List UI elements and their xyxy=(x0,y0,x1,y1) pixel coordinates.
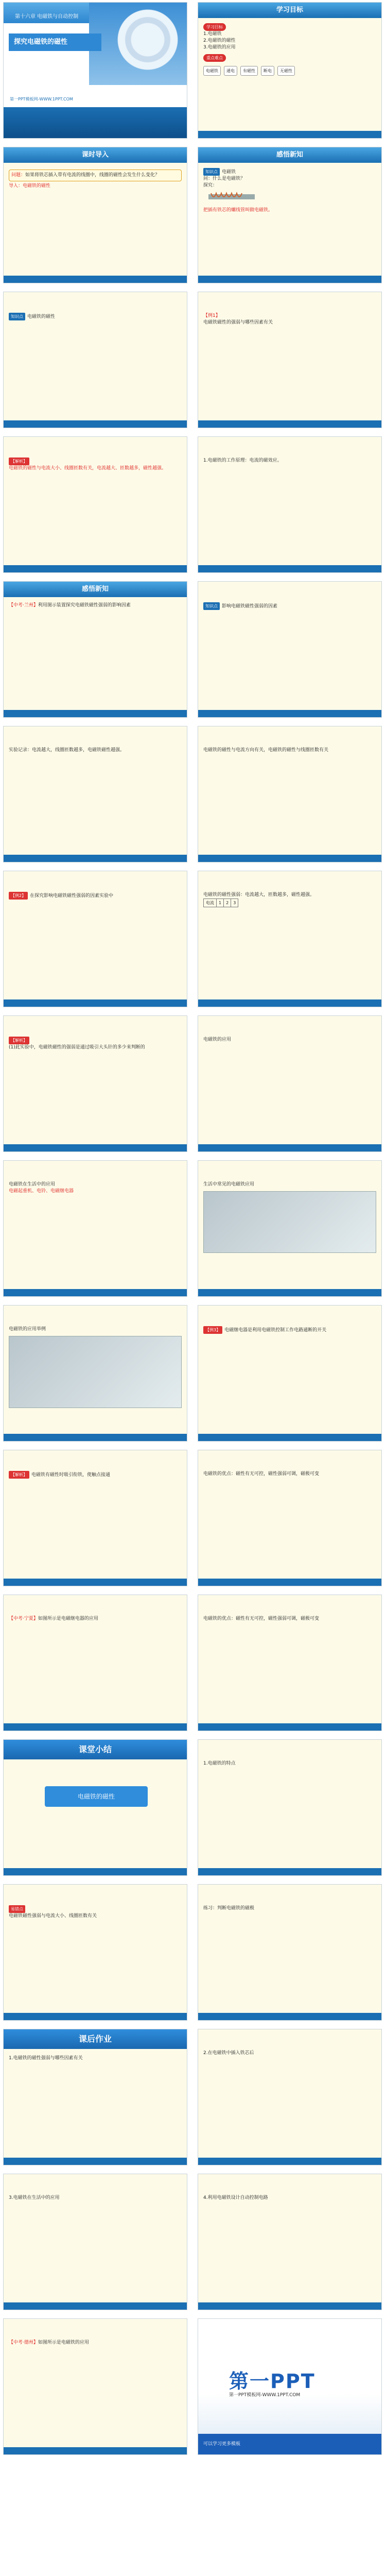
slide-footer xyxy=(198,1434,381,1441)
text-line: 电磁铁的应用 xyxy=(203,1037,232,1042)
slide-body xyxy=(203,1037,376,1043)
slide-body xyxy=(203,602,376,610)
slide-footer xyxy=(4,2302,187,2310)
text-line: 探究： xyxy=(203,183,218,188)
slide-10 xyxy=(198,581,382,718)
flow-step: 有磁性 xyxy=(240,66,258,76)
slide-footer xyxy=(198,999,381,1007)
goal-item: 1.电磁铁 xyxy=(203,31,222,37)
end-band: 可以学习更多模板 xyxy=(198,2434,381,2454)
slide-body xyxy=(203,892,376,907)
slide-footer xyxy=(198,131,381,138)
slide-body xyxy=(9,1471,182,1479)
slide-body xyxy=(9,602,182,609)
slide-body xyxy=(203,1905,376,1912)
text-line: 3.电磁铁在生活中的应用 xyxy=(9,2195,60,2200)
slide-footer xyxy=(198,1289,381,1296)
flow-step: 断电 xyxy=(261,66,274,76)
slide-body xyxy=(203,1326,376,1334)
slide-footer xyxy=(4,1144,187,1151)
slide-footer xyxy=(198,710,381,717)
slide-footer xyxy=(4,2013,187,2020)
slide-11 xyxy=(3,726,187,862)
end-url: 第一PPT模板网-WWW.1PPT.COM xyxy=(229,2393,301,2398)
data-table xyxy=(203,899,238,907)
slide-cover xyxy=(3,2,187,139)
cover-bottom xyxy=(4,107,187,138)
cover-title: 探究电磁铁的磁性 xyxy=(9,33,101,51)
exam-tag: 【中考·宁夏】 xyxy=(9,1616,38,1621)
analysis-tag: 【解析】 xyxy=(9,457,29,465)
slide-body xyxy=(9,1037,182,1051)
question-text: 利用图示装置探究电磁铁磁性强弱的影响因素 xyxy=(38,603,131,608)
table-cell: 电流 xyxy=(204,899,217,907)
slide-body xyxy=(203,2050,376,2057)
slide-body xyxy=(203,747,376,754)
slide-32 xyxy=(198,2174,382,2310)
text-line: 如图所示是电磁铁的应用 xyxy=(38,2340,89,2345)
text-line: 电磁铁的磁性强弱：电流越大，匝数越多，磁性越强。 xyxy=(203,892,315,897)
slide-7 xyxy=(3,436,187,573)
slide-27 xyxy=(3,1884,187,2021)
goal-item: 3.电磁铁的应用 xyxy=(203,45,236,50)
slide-footer xyxy=(4,1434,187,1441)
slide-footer xyxy=(198,2158,381,2165)
text-line: 电磁铁的优点：磁性有无可控，磁性强弱可调，磁极可变 xyxy=(203,1616,320,1621)
slide-footer xyxy=(4,420,187,428)
slide-19 xyxy=(3,1305,187,1442)
slide-body xyxy=(9,892,182,900)
slide-footer xyxy=(198,565,381,572)
slide-28 xyxy=(198,1884,382,2021)
text-line: (1)此实验中，电磁铁磁性的强弱是通过吸引大头针的多少来判断的 xyxy=(9,1045,145,1050)
coil-icon xyxy=(203,189,265,205)
slide-body xyxy=(9,2055,182,2062)
slide-30 xyxy=(198,2029,382,2165)
slide-body xyxy=(203,313,376,326)
text-line: 1.电磁铁的工作原理：电流的磁效应。 xyxy=(203,458,282,463)
text-line: 生活中常见的电磁铁应用 xyxy=(203,1182,255,1187)
goals-body xyxy=(203,23,376,76)
table-cell: 2 xyxy=(224,899,231,907)
knowledge-tag: 知识点 xyxy=(9,313,25,320)
flow-step: 通电 xyxy=(224,66,237,76)
slide-summary xyxy=(3,1739,187,1876)
flow-step: 无磁性 xyxy=(277,66,295,76)
slide-footer xyxy=(198,1144,381,1151)
slide-8 xyxy=(198,436,382,573)
slide-header: 感悟新知 xyxy=(198,147,381,163)
slide-body xyxy=(203,1471,376,1478)
slide-body xyxy=(9,1616,182,1622)
slide-body xyxy=(9,168,182,190)
slide-body xyxy=(9,457,182,472)
slide-14 xyxy=(198,871,382,1007)
slide-22 xyxy=(198,1450,382,1586)
section-title: 课后作业 xyxy=(4,2029,187,2049)
analysis-text: 电磁铁的磁性与电流大小、线圈匝数有关，电流越大、匝数越多，磁性越强。 xyxy=(9,466,167,471)
text-line: 如图所示是电磁继电器的应用 xyxy=(38,1616,98,1621)
goal-item: 2.电磁铁的磁性 xyxy=(203,38,236,43)
slide-new xyxy=(198,147,382,283)
slide-footer xyxy=(4,276,187,283)
text-line: 电磁铁磁性强弱与电流大小、线圈匝数有关 xyxy=(9,1913,97,1919)
text-line: 电磁起重机、电铃、电磁继电器 xyxy=(9,1189,74,1194)
intro-answer: 导入：电磁铁的磁性 xyxy=(9,183,51,189)
slide-body xyxy=(9,2340,182,2346)
table-cell: 1 xyxy=(217,899,224,907)
text-line: 1.电磁铁的磁性强弱与哪些因素有关 xyxy=(9,2056,83,2061)
summary-center: 电磁铁的磁性 xyxy=(45,1786,148,1807)
text-line: 在探究影响电磁铁磁性强弱的因素实验中 xyxy=(30,893,114,899)
slide-body xyxy=(203,457,376,464)
slide-footer xyxy=(198,276,381,283)
slide-goals xyxy=(198,2,382,139)
slide-footer xyxy=(4,565,187,572)
slide-footer xyxy=(198,855,381,862)
text-line: 电磁铁的磁性与电流方向有关，电磁铁的磁性与线圈匝数有关 xyxy=(203,748,329,753)
slide-18 xyxy=(198,1160,382,1297)
slide-33 xyxy=(3,2318,187,2455)
slide-footer xyxy=(4,999,187,1007)
goal-flow xyxy=(203,66,376,76)
table-cell: 3 xyxy=(231,899,238,907)
slide-footer xyxy=(4,1289,187,1296)
slide-end xyxy=(198,2318,382,2455)
gear-image xyxy=(89,3,187,85)
slide-6 xyxy=(198,292,382,428)
slide-26 xyxy=(198,1739,382,1876)
slide-body xyxy=(9,1326,182,1408)
slide-footer xyxy=(4,2447,187,2454)
slide-24 xyxy=(198,1595,382,1731)
slide-footer xyxy=(4,1723,187,1731)
photo xyxy=(203,1191,376,1253)
slide-body xyxy=(203,1181,376,1253)
slide-footer xyxy=(4,1868,187,1875)
slide-footer xyxy=(4,710,187,717)
slide-31 xyxy=(3,2174,187,2310)
slide-footer xyxy=(4,2158,187,2165)
slide-9 xyxy=(3,581,187,718)
section-title: 课堂小结 xyxy=(4,1740,187,1759)
note-text: 把插有铁芯的螺线管叫做电磁铁。 xyxy=(203,208,273,213)
flow-step: 电磁铁 xyxy=(203,66,221,76)
slide-body xyxy=(203,2195,376,2201)
difficulty-tag: 重点难点 xyxy=(203,54,226,62)
slide-23 xyxy=(3,1595,187,1731)
slide-footer xyxy=(198,1868,381,1875)
slide-intro xyxy=(3,147,187,283)
slide-footer xyxy=(198,1579,381,1586)
slide-17 xyxy=(3,1160,187,1297)
slide-body xyxy=(9,747,182,754)
example-tag: 【例2】 xyxy=(9,892,28,900)
text-line: 电磁继电器是利用电磁铁控制工作电路通断的开关 xyxy=(224,1328,327,1333)
slide-header: 课时导入 xyxy=(4,147,187,163)
text-line: 实验记录：电流越大，线圈匝数越多，电磁铁磁性越强。 xyxy=(9,748,125,753)
exam-tag: 【中考·兰州】 xyxy=(9,603,38,608)
text-line: 电磁铁的优点：磁性有无可控，磁性强弱可调，磁极可变 xyxy=(203,1471,320,1477)
slide-header: 学习目标 xyxy=(198,3,381,18)
slide-body xyxy=(203,1760,376,1767)
knowledge-title: 电磁铁的磁性 xyxy=(27,314,56,319)
error-tag: 易错点 xyxy=(9,1905,25,1913)
slide-21 xyxy=(3,1450,187,1586)
slide-footer xyxy=(198,1723,381,1731)
knowledge-tag: 知识点 xyxy=(203,602,220,610)
question-label: 问题： xyxy=(11,173,26,178)
text-line: 练习：判断电磁铁的磁极 xyxy=(203,1906,255,1911)
example-tag: 【例1】 xyxy=(203,313,220,318)
chapter-title: 第十六章 电磁铁与自动控制 xyxy=(15,14,79,20)
slide-body xyxy=(9,1181,182,1195)
slide-15 xyxy=(3,1015,187,1152)
slide-footer xyxy=(4,1579,187,1586)
text-line: 问：什么是电磁铁？ xyxy=(203,176,245,181)
analysis-tag: 【解析】 xyxy=(9,1037,29,1044)
slide-13 xyxy=(3,871,187,1007)
slide-footer xyxy=(198,420,381,428)
knowledge-tag: 知识点 xyxy=(203,168,220,176)
slide-body xyxy=(9,2195,182,2201)
slide-body xyxy=(9,1905,182,1920)
slide-5 xyxy=(3,292,187,428)
slide-footer xyxy=(198,2013,381,2020)
knowledge-title: 电磁铁 xyxy=(222,170,236,175)
goal-tag: 学习目标 xyxy=(203,23,226,31)
slide-body xyxy=(203,168,376,214)
knowledge-title: 影响电磁铁磁性强弱的因素 xyxy=(222,604,278,609)
slide-header: 感悟新知 xyxy=(4,582,187,597)
text-line: 电磁铁的应用举例 xyxy=(9,1327,46,1332)
slide-homework xyxy=(3,2029,187,2165)
text-line: 电磁铁磁性的强弱与哪些因素有关 xyxy=(203,320,273,325)
slide-16 xyxy=(198,1015,382,1152)
text-line: 4.利用电磁铁设计自动控制电路 xyxy=(203,2195,268,2200)
question-text: 如果将铁芯插入带有电流的线圈中，线圈的磁性会发生什么变化？ xyxy=(25,173,160,178)
text-line: 1.电磁铁的特点 xyxy=(203,1761,236,1766)
photo xyxy=(9,1336,182,1408)
slide-footer xyxy=(198,2302,381,2310)
slide-20 xyxy=(198,1305,382,1442)
example-tag: 【例3】 xyxy=(203,1326,222,1334)
question-box xyxy=(9,170,182,181)
slide-footer xyxy=(4,855,187,862)
end-logo: 第一PPT xyxy=(229,2370,315,2393)
text-line: 2.在电磁铁中插入铁芯后 xyxy=(203,2050,254,2056)
text-line: 电磁铁有磁性时吸引衔铁，使触点接通 xyxy=(31,1472,111,1478)
exam-tag: 【中考·德州】 xyxy=(9,2340,38,2345)
analysis-tag: 【解析】 xyxy=(9,1471,29,1479)
slide-body xyxy=(203,1616,376,1622)
slide-12 xyxy=(198,726,382,862)
text-line: 电磁铁在生活中的应用 xyxy=(9,1182,56,1187)
cover-url: 第一PPT模板网-WWW.1PPT.COM xyxy=(10,97,73,101)
slide-body xyxy=(9,313,182,320)
